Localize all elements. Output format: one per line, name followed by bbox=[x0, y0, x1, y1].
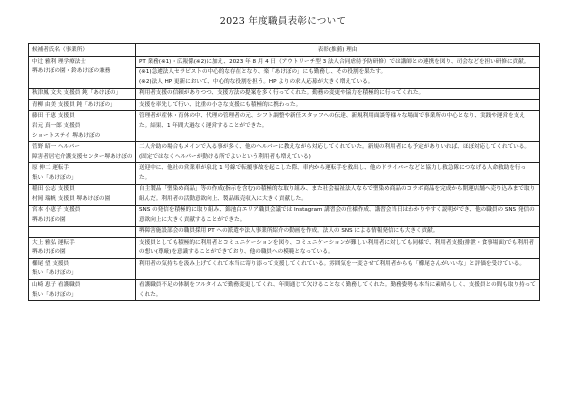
candidate-cell bbox=[29, 184, 136, 205]
reason-cell bbox=[136, 57, 540, 89]
candidate-line: 稲田 公志 支援員 bbox=[32, 186, 75, 193]
candidate-line: 集い「あけぼの」 bbox=[32, 291, 77, 298]
reason-cell bbox=[136, 88, 540, 99]
candidate-line: 大上 雅弘 運転手 bbox=[32, 239, 75, 246]
table-row bbox=[29, 205, 540, 226]
table-header-row bbox=[29, 44, 540, 57]
reason-cell bbox=[136, 100, 540, 111]
table-row bbox=[29, 88, 540, 99]
reason-text: 利用者の気持ちを汲み上げてくれて本当に寄り添って支援してくれている。雰囲気を一変させて利用者からも「櫛尾さんがいいな」と評価を受けている。 bbox=[139, 260, 525, 267]
header-candidate: 候補者氏名（事業所） bbox=[29, 44, 136, 57]
reason-text: (※2)法人 HP 更新において、中心的な役割を担う。HP よりの求人応募が大きく増えている。 bbox=[139, 79, 374, 86]
candidate-line: 集い「あけぼの」 bbox=[32, 174, 77, 181]
reason-text: SNS の発信を積極的に取り組み、錦池白エリア職員会議では Instagram 講習会の仕様作成、講習会当日はわかりやすく説明ができ、他の職員の SNS 発信の意欲向上に大きく貢献することができた。 bbox=[139, 207, 535, 223]
candidate-line: 岩元 真一郎 支援員 bbox=[32, 122, 81, 129]
reason-text: 二人介助の場合もメインで入る事が多く、他のヘルパーに教えながら対応してくれていた。新規の利用者にも予定がありいれば、ほぼ対応してくれている。(固定ではなくヘルパーが動ける所でよいという利用者も増えている) bbox=[139, 143, 530, 160]
candidate-line: 堺あけぼの園 bbox=[32, 249, 66, 256]
candidate-cell bbox=[29, 163, 136, 184]
reason-cell bbox=[136, 184, 540, 205]
table-row bbox=[29, 57, 540, 89]
candidate-line: 障害者居宅介護支援センター堺あけぼの bbox=[32, 153, 132, 160]
header-reason: 表彰(推薦) 理由 bbox=[136, 44, 540, 57]
reason-text: PT 業務(※1)・広報係(※2)に加え、2023 年 8 月 4 日（アウトリーチ型 3 法人合同虐待予防研修）では講師との連携を図り、司会などを担い研修に貢献。 bbox=[139, 58, 530, 65]
candidate-line: 堺あけぼの園 bbox=[32, 216, 66, 223]
reason-text: 堺障害施設部会の職員採用 PT への派遣や法人事業所紹介の動画を作成。法人の SNS による情報発信にも大きく貢献。 bbox=[139, 228, 439, 235]
candidate-line: 青柳 由美 支援員 鈍「あけぼの」 bbox=[32, 101, 116, 108]
candidate-cell bbox=[29, 57, 136, 89]
page-title: 2023 年度職員表彰について bbox=[219, 16, 347, 27]
reason-text: 管理者が産休・育休の中、代理の管理者の元、シフト調整や新任スタッフへの伝達、新規利用面談等様々な場面で事業所の中心となり、実践や運営を支えた。結果、1 年間大過なく運営することができた。 bbox=[139, 112, 525, 129]
candidate-cell bbox=[29, 205, 136, 226]
reason-text: (※1)急遽法人セラピストの中心的な存在となり、楽「あけぼの」にも勤務し、その役割を果たす。 bbox=[136, 67, 539, 78]
candidate-cell bbox=[29, 142, 136, 163]
award-table bbox=[28, 43, 540, 301]
candidate-cell bbox=[29, 100, 136, 111]
candidate-cell bbox=[29, 280, 136, 301]
reason-cell bbox=[136, 111, 540, 142]
reason-cell bbox=[136, 238, 540, 259]
reason-text: 看護職員不足の体制をフルタイムで勤務変更してくれ、年間通じて欠けることなく勤務してくれた。勤務姿勢も本当に素晴らしく、支援員との間も取り持ってくれた。 bbox=[139, 281, 536, 298]
table-row bbox=[29, 111, 540, 142]
table-row bbox=[29, 226, 540, 237]
candidate-line: 中辻 雅利 理学療法士 bbox=[32, 58, 86, 65]
reason-cell bbox=[136, 259, 540, 280]
candidate-cell bbox=[29, 259, 136, 280]
candidate-line: 集い「あけぼの」 bbox=[32, 270, 77, 277]
reason-cell bbox=[136, 163, 540, 184]
table-row bbox=[29, 100, 540, 111]
candidate-line: 宮本 小恵子 支援員 bbox=[32, 207, 81, 214]
reason-cell bbox=[136, 205, 540, 226]
reason-text: 支援員としても積極的に利用者とコミュニケーションを図り、コミュニケーションが難しい利用者に対しても同様で、利用者支援(排泄・食事場面)でも利用者の想い(尊厳)を意識することができており、他の職員への模範となっている。 bbox=[139, 239, 535, 256]
table-row bbox=[29, 280, 540, 301]
reason-text: 利用者支援の信頼がありつつ、支援方法の提案を多く行ってくれた。勤務の変更や協力を積極的に行ってくれた。 bbox=[139, 90, 425, 97]
candidate-line: 原 伸二 運転手 bbox=[32, 164, 70, 171]
reason-cell bbox=[136, 280, 540, 301]
candidate-line: ショートステイ 堺あけぼの bbox=[32, 132, 101, 139]
candidate-line: 村岡 瑞帆 支援員 堺あけぼの園 bbox=[32, 195, 111, 202]
candidate-line: 菅野 昭一 ヘルパー bbox=[32, 143, 80, 150]
candidate-cell bbox=[29, 226, 136, 237]
candidate-line: 櫛尾 望 支援員 bbox=[32, 260, 70, 267]
candidate-cell bbox=[29, 238, 136, 259]
candidate-cell bbox=[29, 111, 136, 142]
candidate-cell bbox=[29, 88, 136, 99]
candidate-line: 堺あけぼの園・鈴あけぼの兼務 bbox=[32, 68, 111, 75]
candidate-line: 秋津鳳 文夫 支援員 鈍「あけぼの」 bbox=[32, 90, 122, 97]
table-row bbox=[29, 142, 540, 163]
reason-text: 支援を率先して行い、比重の小さな支援にも積極的に携わった。 bbox=[139, 101, 302, 108]
reason-cell bbox=[136, 226, 540, 237]
table-row bbox=[29, 163, 540, 184]
candidate-line: 藤田 千恵 支援員 bbox=[32, 112, 75, 119]
table-row bbox=[29, 184, 540, 205]
table-row bbox=[29, 259, 540, 280]
reason-text: 自主製品「聖染め商品」等の作成(指示を含む)の積極的な取り組み、また社会福祉法人ならで聖染め商品のコラボ商品を完成から開運店舗へ売り込みまで取り組んだ。利用者の活動意欲向上、製品販売収入に大きく貢献した。 bbox=[139, 186, 536, 202]
reason-cell bbox=[136, 142, 540, 163]
table-row bbox=[29, 238, 540, 259]
candidate-line: 山崎 恵子 看護職員 bbox=[32, 281, 81, 288]
reason-text: 送迎中に、他社の営業車が泉北 1 号線で転覆事故を起こした際、車内から運転手を救出し、他のドライバーなどと協力し救急隊につなげる人命救助を行った。 bbox=[139, 164, 527, 181]
